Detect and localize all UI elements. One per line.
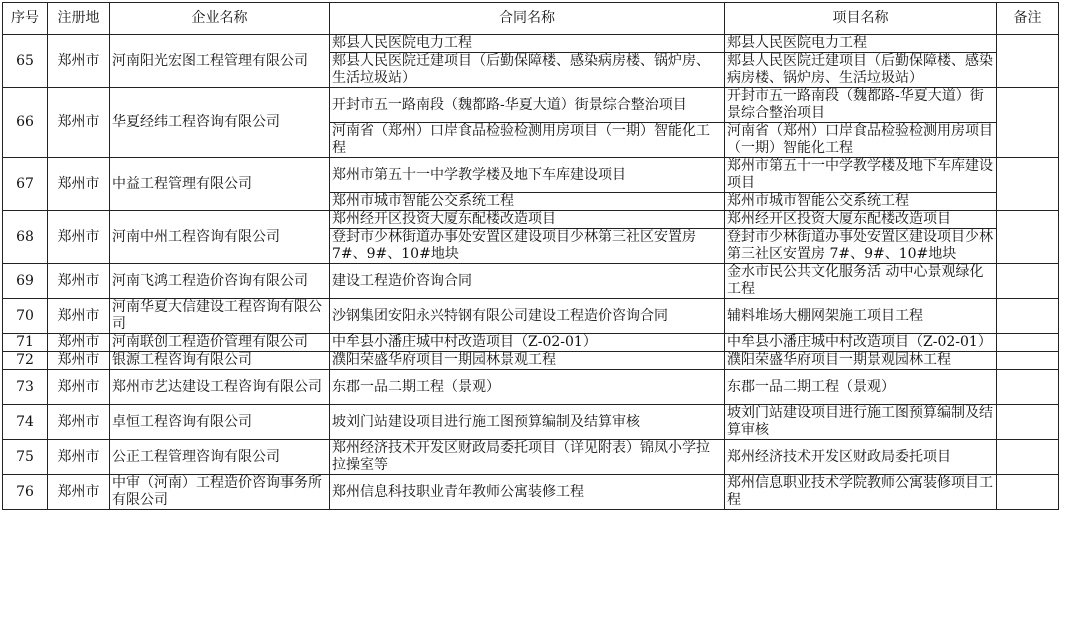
company-cell: 华夏经纬工程咨询有限公司 [110, 88, 330, 158]
company-cell: 河南中州工程咨询有限公司 [110, 211, 330, 264]
table-row [3, 35, 1059, 53]
company-cell: 河南联创工程造价管理有限公司 [110, 334, 330, 352]
remarks-cell [997, 211, 1059, 264]
remarks-cell [997, 299, 1059, 334]
header-company: 企业名称 [110, 3, 330, 35]
table-row [3, 299, 1059, 334]
table-row [3, 88, 1059, 123]
contract-cell: 郑州经开区投资大厦东配楼改造项目 [330, 211, 725, 229]
header-contract: 合同名称 [330, 3, 725, 35]
seq-cell: 70 [3, 299, 48, 334]
seq-cell: 71 [3, 334, 48, 352]
seq-cell: 74 [3, 405, 48, 440]
reg-cell: 郑州市 [48, 405, 110, 440]
project-cell: 郏县人民医院电力工程 [725, 35, 997, 53]
contract-table [2, 2, 1059, 510]
reg-cell: 郑州市 [48, 352, 110, 370]
reg-cell: 郑州市 [48, 211, 110, 264]
remarks-cell [997, 370, 1059, 405]
company-cell: 卓恒工程咨询有限公司 [110, 405, 330, 440]
table-row [3, 352, 1059, 370]
contract-cell: 郏县人民医院迁建项目（后勤保障楼、感染病房楼、锅炉房、生活垃圾站） [330, 53, 725, 88]
contract-cell: 中牟县小潘庄城中村改造项目（Z-02-01） [330, 334, 725, 352]
contract-cell: 沙钢集团安阳永兴特钢有限公司建设工程造价咨询合同 [330, 299, 725, 334]
seq-cell: 73 [3, 370, 48, 405]
contract-cell: 郑州市城市智能公交系统工程 [330, 193, 725, 211]
seq-cell: 67 [3, 158, 48, 211]
reg-cell: 郑州市 [48, 299, 110, 334]
reg-cell: 郑州市 [48, 475, 110, 510]
project-cell: 郑州信息职业技术学院教师公寓装修项目工程 [725, 475, 997, 510]
remarks-cell [997, 334, 1059, 352]
company-cell: 中审（河南）工程造价咨询事务所有限公司 [110, 475, 330, 510]
header-project: 项目名称 [725, 3, 997, 35]
seq-cell: 65 [3, 35, 48, 88]
project-cell: 郏县人民医院迁建项目（后勤保障楼、感染病房楼、锅炉房、生活垃圾站） [725, 53, 997, 88]
project-cell: 郑州市第五十一中学教学楼及地下车库建设项目 [725, 158, 997, 193]
contract-cell: 濮阳荣盛华府项目一期园林景观工程 [330, 352, 725, 370]
company-cell: 郑州市艺达建设工程咨询有限公司 [110, 370, 330, 405]
contract-cell: 郑州信息科技职业青年教师公寓装修工程 [330, 475, 725, 510]
table-row [3, 405, 1059, 440]
company-cell: 公正工程管理咨询有限公司 [110, 440, 330, 475]
reg-cell: 郑州市 [48, 370, 110, 405]
contract-cell: 郏县人民医院电力工程 [330, 35, 725, 53]
remarks-cell [997, 35, 1059, 88]
seq-cell: 69 [3, 264, 48, 299]
header-reg: 注册地 [48, 3, 110, 35]
remarks-cell [997, 440, 1059, 475]
project-cell: 金水市民公共文化服务活 动中心景观绿化工程 [725, 264, 997, 299]
company-cell: 中益工程管理有限公司 [110, 158, 330, 211]
project-cell: 郑州经开区投资大厦东配楼改造项目 [725, 211, 997, 229]
seq-cell: 68 [3, 211, 48, 264]
seq-cell: 66 [3, 88, 48, 158]
reg-cell: 郑州市 [48, 88, 110, 158]
seq-cell: 75 [3, 440, 48, 475]
seq-cell: 72 [3, 352, 48, 370]
company-cell: 银源工程咨询有限公司 [110, 352, 330, 370]
table-row [3, 334, 1059, 352]
contract-cell: 建设工程造价咨询合同 [330, 264, 725, 299]
header-no: 序号 [3, 3, 48, 35]
contract-cell: 郑州市第五十一中学教学楼及地下车库建设项目 [330, 158, 725, 193]
remarks-cell [997, 405, 1059, 440]
project-cell: 开封市五一路南段（魏都路-华夏大道）街景综合整治项目 [725, 88, 997, 123]
project-cell: 登封市少林街道办事处安置区建设项目少林第三社区安置房 7#、9#、10#地块 [725, 229, 997, 264]
remarks-cell [997, 264, 1059, 299]
project-cell: 中牟县小潘庄城中村改造项目（Z-02-01） [725, 334, 997, 352]
remarks-cell [997, 158, 1059, 211]
remarks-cell [997, 475, 1059, 510]
company-cell: 河南阳光宏图工程管理有限公司 [110, 35, 330, 88]
table-row [3, 475, 1059, 510]
project-cell: 河南省（郑州）口岸食品检验检测用房项目（一期）智能化工程 [725, 123, 997, 158]
header-remarks: 备注 [997, 3, 1059, 35]
remarks-cell [997, 352, 1059, 370]
seq-cell: 76 [3, 475, 48, 510]
table-row [3, 370, 1059, 405]
project-cell: 濮阳荣盛华府项目一期景观园林工程 [725, 352, 997, 370]
reg-cell: 郑州市 [48, 334, 110, 352]
contract-cell: 登封市少林街道办事处安置区建设项目少林第三社区安置房7#、9#、10#地块 [330, 229, 725, 264]
company-cell: 河南飞鸿工程造价咨询有限公司 [110, 264, 330, 299]
remarks-cell [997, 88, 1059, 158]
table-row [3, 264, 1059, 299]
project-cell: 东郡一品二期工程（景观） [725, 370, 997, 405]
reg-cell: 郑州市 [48, 35, 110, 88]
table-row [3, 440, 1059, 475]
table-row [3, 158, 1059, 193]
company-cell: 河南华夏大信建设工程咨询有限公司 [110, 299, 330, 334]
contract-cell: 河南省（郑州）口岸食品检验检测用房项目（一期）智能化工程 [330, 123, 725, 158]
reg-cell: 郑州市 [48, 440, 110, 475]
table-body [3, 35, 1059, 510]
contract-cell: 坡刘门站建设项目进行施工图预算编制及结算审核 [330, 405, 725, 440]
project-cell: 坡刘门站建设项目进行施工图预算编制及结算审核 [725, 405, 997, 440]
table-row [3, 211, 1059, 229]
contract-cell: 东郡一品二期工程（景观） [330, 370, 725, 405]
reg-cell: 郑州市 [48, 264, 110, 299]
contract-cell: 开封市五一路南段（魏都路-华夏大道）街景综合整治项目 [330, 88, 725, 123]
header-row [3, 3, 1059, 35]
project-cell: 郑州经济技术开发区财政局委托项目 [725, 440, 997, 475]
project-cell: 辅料堆场大棚网架施工项目工程 [725, 299, 997, 334]
project-cell: 郑州市城市智能公交系统工程 [725, 193, 997, 211]
contract-cell: 郑州经济技术开发区财政局委托项目（详见附表）锦凤小学拉拉操室等 [330, 440, 725, 475]
reg-cell: 郑州市 [48, 158, 110, 211]
